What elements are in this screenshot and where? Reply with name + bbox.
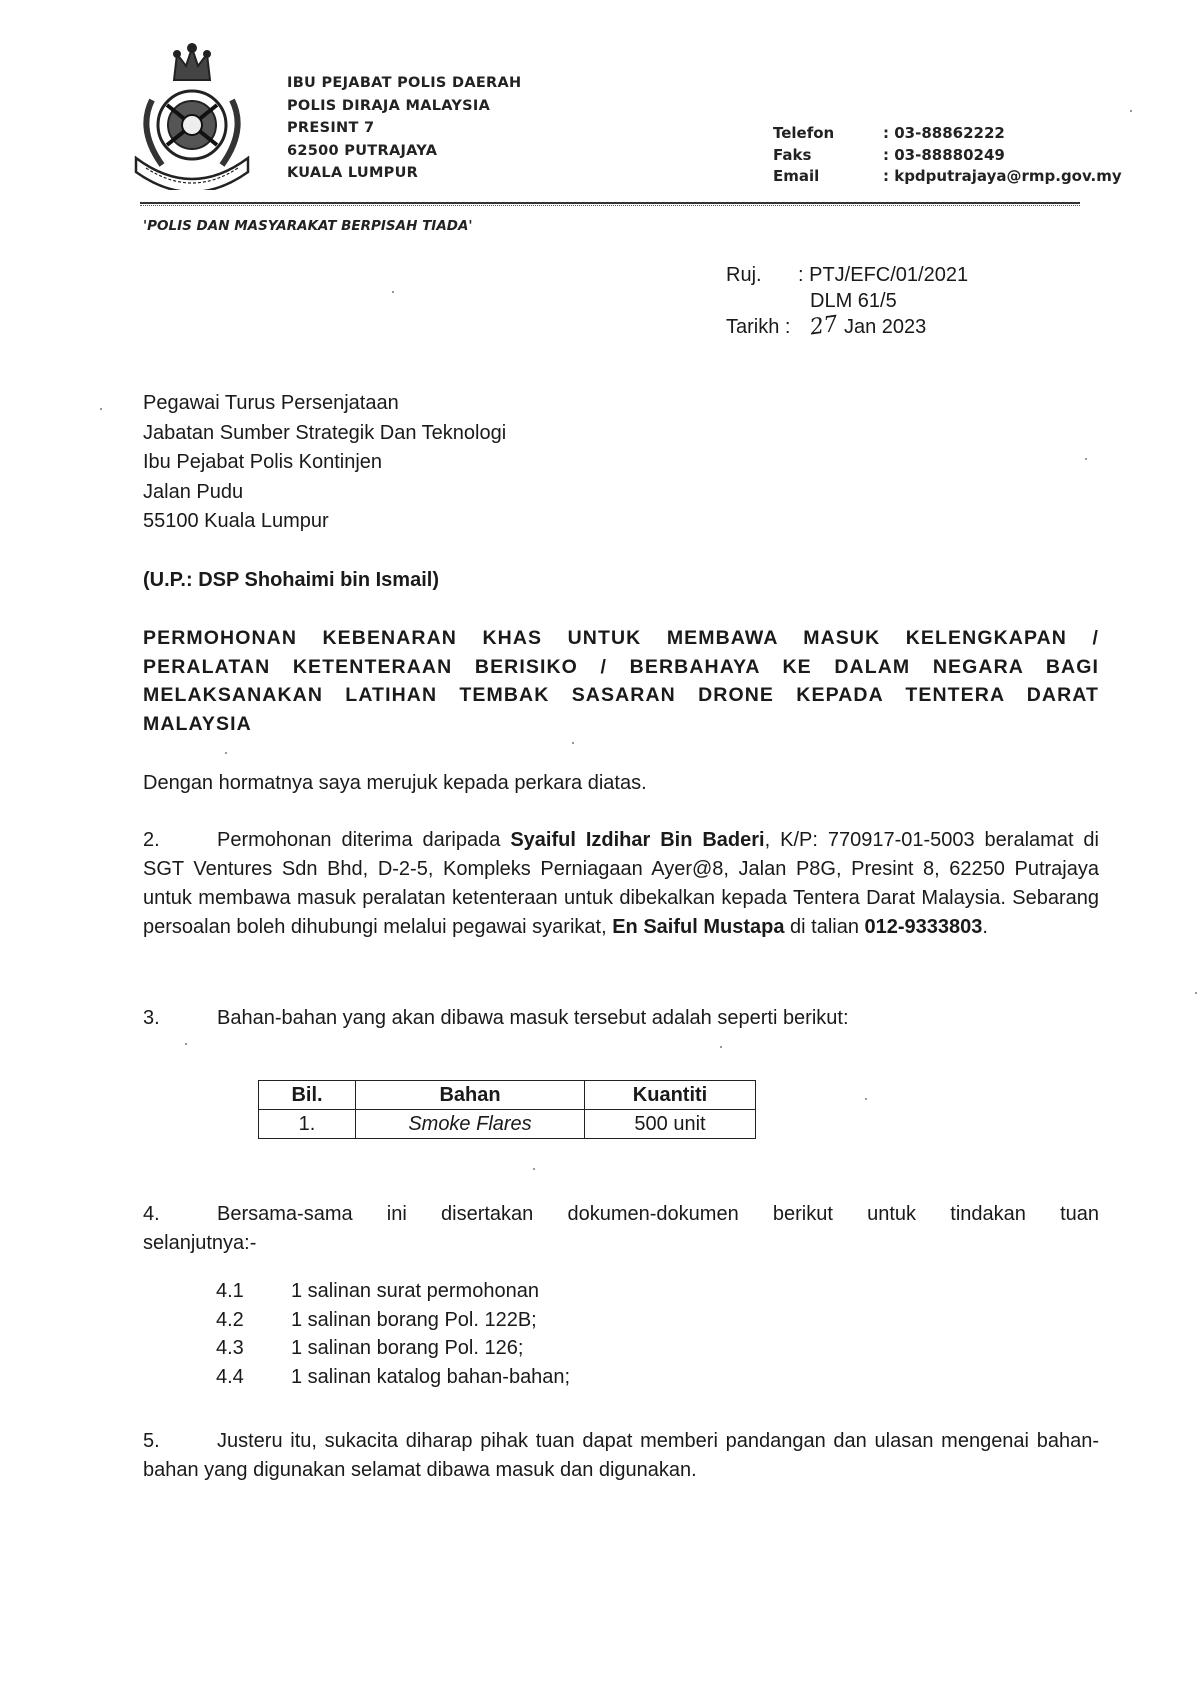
recipient-line: Ibu Pejabat Polis Kontinjen (143, 451, 383, 473)
header-contacts (773, 123, 1122, 188)
scan-speck (100, 408, 102, 410)
header-address-line: IBU PEJABAT POLIS DAERAH (287, 75, 522, 91)
motto: 'POLIS DAN MASYARAKAT BERPISAH TIADA' (143, 218, 473, 234)
paragraph-text: Permohonan diterima daripada (217, 829, 511, 851)
contact-value: : kpdputrajaya@rmp.gov.my (883, 167, 1122, 185)
tarikh-label: Tarikh : (726, 316, 791, 338)
header-address-line: POLIS DIRAJA MALAYSIA (287, 97, 491, 114)
header-divider (140, 202, 1080, 204)
contact-telefon (773, 123, 1122, 145)
paragraph-number: 4. (143, 1203, 160, 1225)
contact-email (773, 166, 1122, 188)
table-header-cell: Bil. (259, 1081, 356, 1110)
contact-faks (773, 145, 1122, 167)
table-row (259, 1110, 756, 1139)
paragraph-text: , K/P: 770917-01-5003 beralamat di SGT Ventures Sdn Bhd, D-2-5, Kompleks Perniagaan Ayer@8, Jalan P8G, Presint 8, 62250 Putrajaya untuk membawa masuk peralatan ketenteraan untuk dibekalkan kepada Tentera Darat Malaysia. Sebarang persoalan boleh dihubungi melalui pegawai syarikat, (143, 829, 1099, 938)
paragraph-number: 5. (143, 1430, 160, 1452)
paragraph-text: di talian (784, 916, 865, 938)
scan-speck (572, 742, 574, 744)
list-item-number: 4.3 (216, 1337, 244, 1359)
paragraph-text: . (982, 916, 988, 938)
contact-value: : 03-88862222 (883, 124, 1005, 142)
contact-label: Telefon (773, 124, 835, 142)
table-header-cell: Kuantiti (585, 1081, 756, 1110)
tarikh-month-year: Jan 2023 (844, 316, 927, 338)
scan-speck (225, 752, 227, 754)
list-item (216, 1277, 570, 1306)
ruj-value-2: DLM 61/5 (810, 290, 897, 312)
subject-line: MELAKSANAKAN LATIHAN TEMBAK SASARAN DRONE KEPADA TENTERA DARAT (143, 684, 1099, 706)
header-address-line: KUALA LUMPUR (287, 165, 419, 181)
scan-speck (720, 1046, 722, 1048)
paragraph-text: Bersama-sama ini disertakan dokumen-dokumen berikut untuk tindakan tuan selanjutnya:- (143, 1203, 1099, 1254)
header-divider-dotted (140, 205, 1080, 206)
list-item (216, 1334, 570, 1363)
list-item-number: 4.4 (216, 1365, 244, 1388)
recipient-address (143, 389, 506, 537)
table-header-row (259, 1081, 756, 1110)
table-cell: Smoke Flares (356, 1110, 585, 1139)
header-address (287, 72, 521, 185)
paragraph-5 (143, 1427, 1099, 1485)
list-item-text: 1 salinan katalog bahan-bahan; (291, 1365, 571, 1388)
list-item-number: 4.1 (216, 1280, 244, 1302)
reference-block (726, 262, 968, 340)
tarikh-day-handwritten: 27 (808, 311, 840, 341)
ruj-value: : PTJ/EFC/01/2021 (798, 264, 969, 286)
scan-speck (533, 1168, 535, 1170)
contact-phone: 012-9333803 (864, 916, 983, 938)
recipient-line: 55100 Kuala Lumpur (143, 510, 329, 532)
items-table (258, 1080, 756, 1139)
paragraph-text: Bahan-bahan yang akan dibawa masuk tersebut adalah seperti berikut: (217, 1007, 849, 1029)
scan-speck (1195, 992, 1197, 994)
document-list (216, 1277, 570, 1391)
scan-speck (1130, 110, 1132, 112)
ruj-label: Ruj. (726, 264, 762, 286)
scan-speck (185, 1043, 187, 1045)
list-item-text: 1 salinan borang Pol. 122B; (291, 1308, 537, 1331)
subject-line: PERMOHONAN KEBENARAN KHAS UNTUK MEMBAWA MASUK KELENGKAPAN / (143, 627, 1099, 649)
contact-label: Faks (773, 145, 812, 164)
paragraph-number: 2. (143, 829, 160, 851)
contact-value: : 03-88880249 (883, 145, 1005, 164)
recipient-line: Jalan Pudu (143, 480, 244, 503)
list-item-number: 4.2 (216, 1308, 244, 1331)
paragraph-2 (143, 826, 1099, 942)
paragraph-4 (143, 1200, 1099, 1258)
list-item-text: 1 salinan surat permohonan (291, 1280, 539, 1302)
list-item-text: 1 salinan borang Pol. 126; (291, 1337, 524, 1359)
salutation: Dengan hormatnya saya merujuk kepada perkara diatas. (143, 772, 647, 794)
applicant-name: Syaiful Izdihar Bin Baderi (510, 829, 765, 851)
list-item (216, 1363, 570, 1392)
paragraph-text: Justeru itu, sukacita diharap pihak tuan dapat memberi pandangan dan ulasan mengenai bahan-bahan yang digunakan selamat dibawa masuk dan digunakan. (143, 1430, 1099, 1481)
contact-person: En Saiful Mustapa (612, 916, 785, 938)
paragraph-3 (143, 1004, 849, 1033)
table-header-cell: Bahan (356, 1081, 585, 1110)
scan-speck (392, 291, 394, 293)
contact-label: Email (773, 167, 820, 185)
subject-line: MALAYSIA (143, 712, 252, 735)
recipient-line: Jabatan Sumber Strategik Dan Teknologi (143, 421, 507, 444)
list-item (216, 1306, 570, 1335)
recipient-line: Pegawai Turus Persenjataan (143, 392, 399, 414)
scan-speck (865, 1098, 867, 1100)
table-cell: 500 unit (585, 1110, 756, 1139)
subject-heading (143, 624, 1099, 738)
subject-line: PERALATAN KETENTERAAN BERISIKO / BERBAHAYA KE DALAM NEGARA BAGI (143, 655, 1099, 678)
header-address-line: PRESINT 7 (287, 120, 375, 136)
table-cell: 1. (259, 1110, 356, 1139)
attention-line: (U.P.: DSP Shohaimi bin Ismail) (143, 569, 439, 591)
scan-speck (1085, 458, 1087, 460)
paragraph-number: 3. (143, 1007, 160, 1029)
header-address-line: 62500 PUTRAJAYA (287, 142, 438, 159)
police-crest-icon (122, 40, 262, 190)
